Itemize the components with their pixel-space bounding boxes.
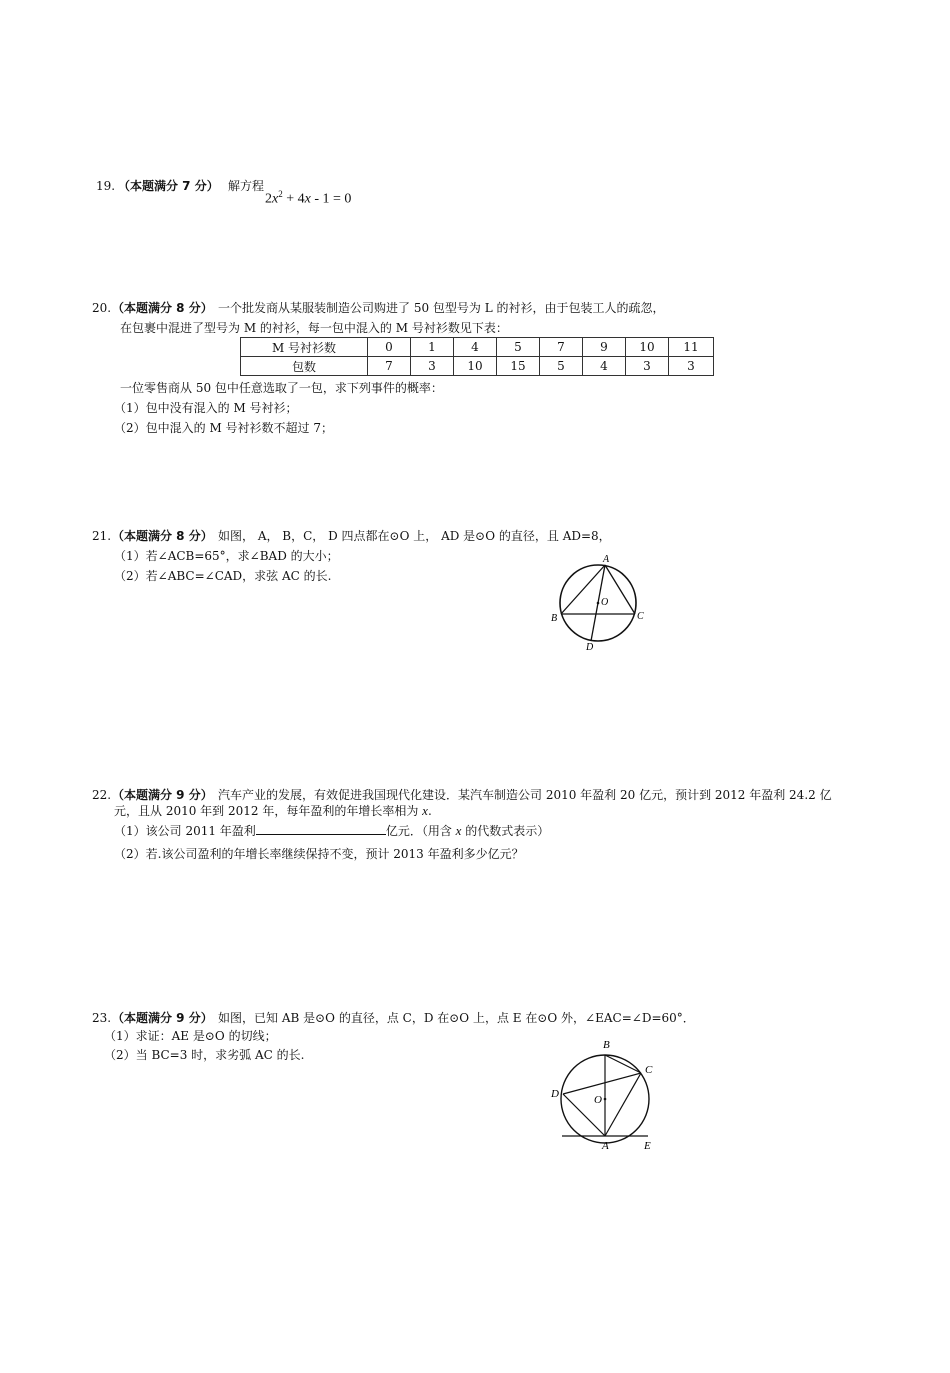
table-cell: 3 [626, 357, 669, 376]
q21-sub1: （1）若∠ACB=65°，求∠BAD 的大小； [114, 549, 339, 563]
q19-eq-coef: 2 [265, 191, 272, 207]
q22-var-x: x [455, 823, 462, 838]
q22-sub1-mid: 亿元．（用含 [385, 824, 452, 838]
table-row [241, 338, 714, 357]
table-cell: 4 [583, 357, 626, 376]
q19-eq-rest: + 4 [282, 191, 305, 207]
table-cell: 4 [454, 338, 497, 357]
q23-label-a: A [602, 1140, 609, 1152]
q20-line3: 一位零售商从 50 包中任意选取了一包，求下列事件的概率： [120, 381, 443, 395]
q23-segment-bc [605, 1055, 641, 1073]
q21-segment-ab [561, 565, 605, 614]
q23-label-d: D [551, 1088, 559, 1100]
table-cell: 10 [454, 357, 497, 376]
q23-label-e: E [644, 1140, 651, 1152]
q21-label-b: B [551, 613, 558, 624]
q19-text: 解方程 [228, 179, 265, 193]
q23-number: 23. [92, 1011, 112, 1025]
q21-center-dot [597, 602, 600, 605]
table-cell: 3 [669, 357, 714, 376]
q23-sub2: （2）当 BC=3 时，求劣弧 AC 的长. [104, 1048, 305, 1062]
q22-sub1-post: 的代数式表示） [465, 824, 550, 838]
q22-var-x: x [422, 803, 428, 818]
table-row [241, 357, 714, 376]
q19-equation [265, 186, 351, 208]
q21-line1: 如图， A， B，C， D 四点都在⊙O 上， AD 是⊙O 的直径，且 AD=8， [218, 529, 611, 543]
table-cell: 7 [540, 338, 583, 357]
q21-label-o: O [601, 597, 609, 608]
q21-label-d: D [586, 642, 594, 652]
q21-label-a: A [603, 554, 610, 565]
table-cell: 5 [540, 357, 583, 376]
q23-segment-dc [563, 1073, 641, 1094]
q23-line1: 如图，已知 AB 是⊙O 的直径，点 C，D 在⊙O 上，点 E 在⊙O 外，∠EAC=∠D=60°． [218, 1011, 695, 1025]
q20-sub2: （2）包中混入的 M 号衬衫数不超过 7； [114, 421, 334, 435]
q19-number: 19. [96, 179, 116, 193]
table-cell: 10 [626, 338, 669, 357]
table-cell: 0 [368, 338, 411, 357]
table-cell: 1 [411, 338, 454, 357]
q21-number: 21. [92, 529, 112, 543]
q23-label-b: B [603, 1039, 610, 1051]
table-cell: 11 [669, 338, 714, 357]
q21-label-c: C [637, 611, 644, 622]
q23-sub1: （1）求证：AE 是⊙O 的切线； [104, 1029, 277, 1043]
q23-score: （本题满分 9 分） [112, 1011, 213, 1025]
q19-eq-tail: - 1 = 0 [310, 191, 352, 207]
q22-line2-end: . [427, 804, 432, 818]
q22-line2-text: 元，且从 2010 年到 2012 年，每年盈利的年增长率相为 [114, 804, 419, 818]
q19-score: （本题满分 7 分） [118, 179, 219, 193]
q21-sub2: （2）若∠ABC=∠CAD，求弦 AC 的长. [114, 569, 332, 583]
q20-line2: 在包裹中混进了型号为 M 的衬衫，每一包中混入的 M 号衬衫数见下表： [120, 321, 508, 335]
q22-sub1 [114, 823, 549, 839]
table-cell: 3 [411, 357, 454, 376]
q22-line2 [114, 803, 432, 819]
q20-line1: 一个批发商从某服装制造公司购进了 50 包型号为 L 的衬衫，由于包装工人的疏忽， [218, 301, 665, 315]
q23-center-dot [604, 1098, 607, 1101]
table-cell: 5 [497, 338, 540, 357]
q20-number: 20. [92, 301, 112, 315]
q21-score: （本题满分 8 分） [112, 529, 213, 543]
q23-label-c: C [645, 1064, 653, 1076]
table-cell: 7 [368, 357, 411, 376]
q20-sub1: （1）包中没有混入的 M 号衬衫； [114, 401, 298, 415]
q20-score: （本题满分 8 分） [112, 301, 213, 315]
q23-segment-ac [605, 1073, 641, 1136]
table-cell: 9 [583, 338, 626, 357]
q22-line1: 汽车产业的发展，有效促进我国现代化建设．某汽车制造公司 2010 年盈利 20 亿元，预计到 2012 年盈利 24.2 亿 [218, 788, 832, 802]
q19-eq-var2: x [304, 191, 311, 207]
q22-sub1-pre: （1）该公司 2011 年盈利 [114, 824, 256, 838]
q23-figure [548, 1036, 668, 1156]
q22-number: 22. [92, 788, 112, 802]
q19-eq-exp: 2 [278, 189, 283, 199]
table-row-label: 包数 [241, 357, 368, 376]
q22-score: （本题满分 9 分） [112, 788, 213, 802]
table-row-label: M 号衬衫数 [241, 338, 368, 357]
q19-eq-var: x [272, 191, 279, 207]
q23-label-o: O [594, 1094, 602, 1106]
q22-sub2: （2）若.该公司盈利的年增长率继续保持不变，预计 2013 年盈利多少亿元？ [114, 847, 524, 861]
table-cell: 15 [497, 357, 540, 376]
q20-table [240, 337, 714, 376]
q22-answer-blank[interactable] [256, 823, 386, 835]
q21-figure [548, 552, 648, 652]
